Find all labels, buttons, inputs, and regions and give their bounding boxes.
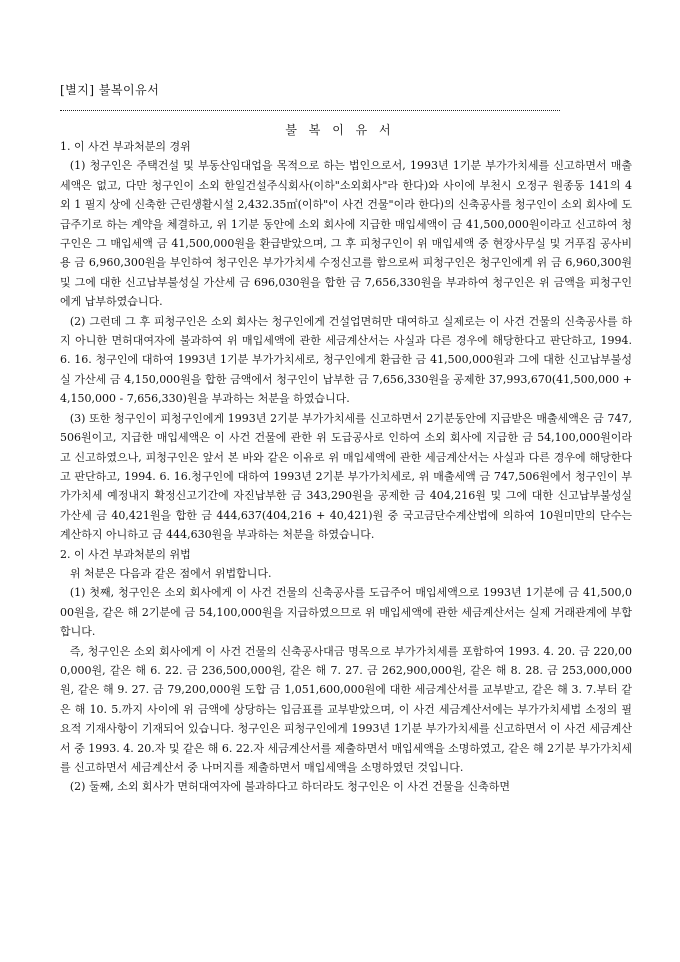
paragraph: (3) 또한 청구인이 피청구인에게 1993년 2기분 부가가치세를 신고하면서 2기분동안에 지급받은 매출세액은 금 747,506원이고, 지급한 매입세액은 이 사건 건물에 관한 위 도급공사로 인하여 소외 회사에 지급한 금 54,100,000원이라고 신고하였으나, 피청구인은 앞서 본 바와 같은 이유로 위 매입세액에 관한 세금계산서는 사실과 다른 경우에 해당한다고 판단하고, 1994. 6. 16.청구인에 대하여 1993년 2기분 부가가치세로, 위 매출세액 금 747,506원에서 청구인이 부가가치세 예정내지 확정신고기간에 자진납부한 금 343,290원을 공제한 금 404,216원 및 그에 대한 신고납부불성실 가산세 금 40,421원을 합한 금 444,637(404,216 + 40,421)원 중 국고금단수계산법에 의하여 10원미만의 단수는 계산하지 아니하고 금 444,630원을 부과하는 처분을 하였습니다.: [60, 411, 632, 542]
paragraph: (2) 그런데 그 후 피청구인은 소외 회사는 청구인에게 건설업면허만 대여하고 실제로는 이 사건 건물의 신축공사를 하지 아니한 면허대여자에 불과하여 위 매입세액에 관한 세금계산서는 사실과 다른 경우에 해당한다고 판단하고, 1994. 6. 16. 청구인에 대하여 1993년 1기분 부가가치세로, 청구인에게 환급한 금 41,500,000원과 그에 대한 신고납부불성실 가산세 금 4,150,000원을 합한 금액에서 청구인이 납부한 금 7,656,330원을 공제한 37,993,670(41,500,000 + 4,150,000 - 7,656,330)원을 부과하는 처분을 하였습니다.: [60, 314, 632, 406]
paragraph: 위 처분은 다음과 같은 점에서 위법합니다.: [69, 566, 272, 580]
paragraph: (1) 첫째, 청구인은 소외 회사에게 이 사건 건물의 신축공사를 도급주어 매입세액으로 1993년 1기분에 금 41,500,000원을, 같은 해 2기분에 금 54,100,000원을 지급하였으므로 위 매입세액에 관한 세금계산서는 실제 거래관계에 부합합니다.: [60, 586, 632, 639]
section-heading: 2. 이 사건 부과처분의 위법: [60, 547, 191, 561]
section-heading: 1. 이 사건 부과처분의 경위: [60, 140, 191, 153]
document-body: [60, 137, 632, 797]
paragraph: (2) 둘째, 소외 회사가 면허대여자에 불과하다고 하더라도 청구인은 이 사건 건물을 신축하면: [69, 780, 510, 794]
paragraph: (1) 청구인은 주택건설 및 부동산임대업을 목적으로 하는 법인으로서, 1993년 1기분 부가가치세를 신고하면서 매출세액은 없고, 다만 청구인이 소외 한일건설주식회사(이하"소외회사"라 한다)와 사이에 부천시 오정구 원종동 141의 4 외 1 필지 상에 신축한 근린생활시설 2,432.35㎡(이하"이 사건 건물"이라 한다)의 신축공사를 청구인이 소외 회사에 도급주기로 하는 계약을 체결하고, 위 1기분 동안에 소외 회사에 지급한 매입세액이 금 41,500,000원이라고 신고하여 청구인은 그 매입세액 금 41,500,000원을 환급받았으며, 그 후 피청구인이 위 매입세액 중 현장사무실 및 거푸집 공사비용 금 6,960,300원을 부인하여 청구인은 부가가치세 수정신고를 함으로써 피청구인은 청구인에게 위 금 6,960,300원 및 그에 대한 신고납부불성실 가산세 금 696,030원을 합한 금 7,656,330원을 부과하여 청구인은 위 금액을 피청구인에게 납부하였습니다.: [60, 159, 632, 309]
document-title: 불 복 이 유 서: [285, 123, 395, 137]
attachment-label: [별지] 불복이유서: [60, 83, 160, 97]
dotted-divider: [60, 110, 560, 111]
paragraph: 즉, 청구인은 소외 회사에게 이 사건 건물의 신축공사대금 명목으로 부가가치세를 포함하여 1993. 4. 20. 금 220,000,000원, 같은 해 6. 22. 금 236,500,000원, 같은 해 7. 27. 금 262,900,000원, 같은 해 8. 28. 금 253,000,000원, 같은 해 9. 27. 금 79,200,000원 도합 금 1,051,600,000원에 대한 세금계산서를 교부받고, 같은 해 3. 7.부터 같은 해 10. 5.까지 사이에 위 금액에 상당하는 입금표를 교부받았으며, 이 사건 세금계산서에는 부가가치세법 소정의 필요적 기재사항이 기재되어 있습니다. 청구인은 피청구인에게 1993년 1기분 부가가치세를 신고하면서 이 사건 세금계산서 중 1993. 4. 20.자 및 같은 해 6. 22.자 세금계산서를 제출하면서 매입세액을 소명하였고, 같은 해 2기분 부가가치세를 신고하면서 세금계산서 중 나머지를 제출하면서 매입세액을 소명하였던 것입니다.: [60, 644, 632, 774]
